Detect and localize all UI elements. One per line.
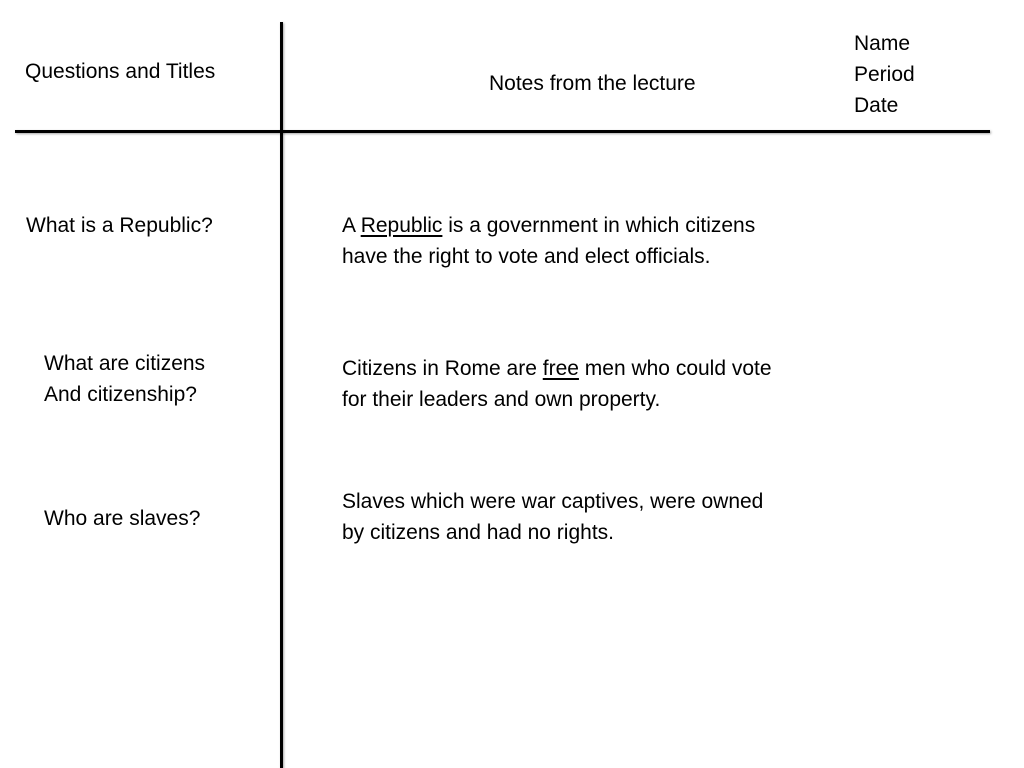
horizontal-divider bbox=[15, 130, 990, 133]
question-slaves: Who are slaves? bbox=[44, 507, 201, 530]
vertical-divider bbox=[280, 22, 283, 768]
note-citizens bbox=[342, 353, 772, 415]
student-info-block bbox=[854, 28, 915, 121]
term-free: free bbox=[542, 357, 579, 380]
question-line: What are citizens bbox=[44, 352, 206, 375]
question-citizens bbox=[44, 348, 205, 410]
note-text: A bbox=[342, 214, 361, 237]
term-republic: Republic bbox=[360, 214, 443, 237]
note-republic bbox=[342, 210, 755, 272]
note-line: have the right to vote and elect officials. bbox=[342, 245, 711, 268]
note-line: for their leaders and own property. bbox=[342, 388, 661, 411]
date-label: Date bbox=[854, 94, 899, 117]
notes-column-title: Notes from the lecture bbox=[489, 72, 696, 95]
questions-column-title: Questions and Titles bbox=[25, 60, 216, 83]
question-republic: What is a Republic? bbox=[26, 214, 213, 237]
note-text: men who could vote bbox=[578, 357, 772, 380]
note-line bbox=[342, 353, 772, 384]
note-line: by citizens and had no rights. bbox=[342, 521, 614, 544]
note-text: Citizens in Rome are bbox=[342, 357, 543, 380]
note-text: is a government in which citizens bbox=[442, 214, 756, 237]
name-label: Name bbox=[854, 32, 911, 55]
note-slaves bbox=[342, 486, 763, 548]
question-line: And citizenship? bbox=[44, 383, 197, 406]
note-line bbox=[342, 210, 755, 241]
note-line: Slaves which were war captives, were owned bbox=[342, 490, 764, 513]
period-label: Period bbox=[854, 63, 915, 86]
